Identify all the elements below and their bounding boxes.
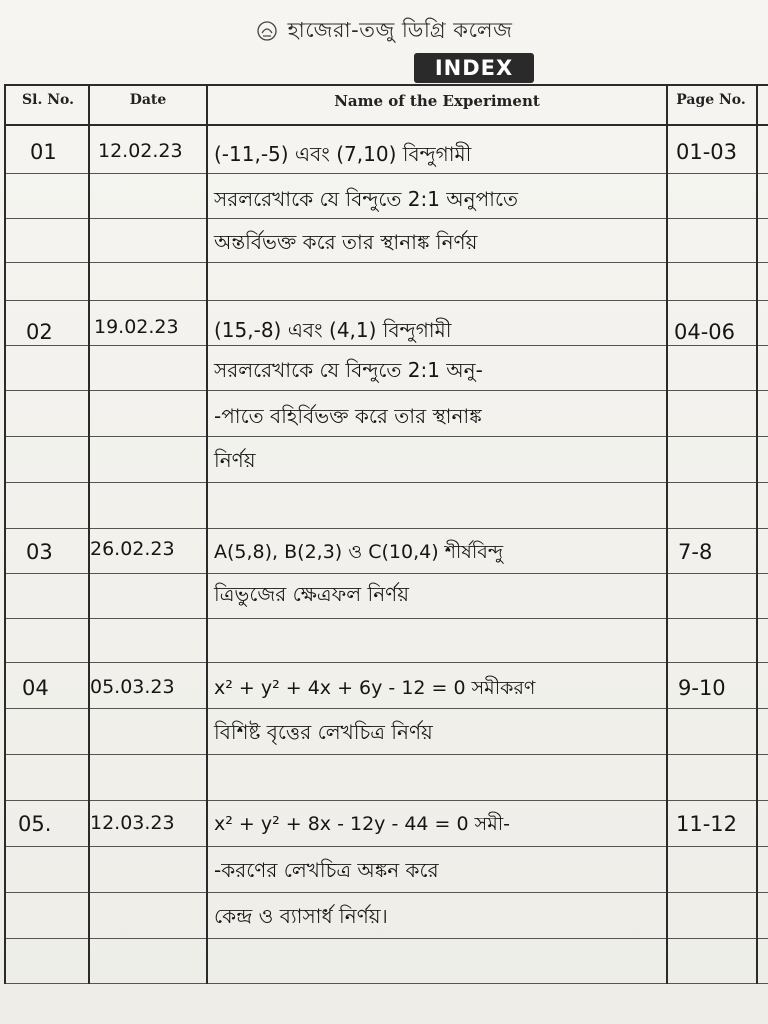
index-title: INDEX — [414, 53, 534, 83]
ruled-line — [4, 618, 768, 619]
serial-number: 02 — [26, 320, 53, 344]
column-divider — [88, 84, 90, 984]
page-range: 7-8 — [678, 540, 713, 564]
column-divider — [756, 84, 758, 984]
serial-number: 05. — [18, 812, 52, 836]
experiment-name-line: (15,-8) এবং (4,1) বিন্দুগামী — [214, 318, 452, 342]
ruled-line — [4, 528, 768, 529]
experiment-name-line: সরলরেখাকে যে বিন্দুতে 2:1 অনু- — [214, 358, 483, 382]
experiment-date: 19.02.23 — [94, 316, 179, 338]
experiment-name-line: বিশিষ্ট বৃত্তের লেখচিত্র নির্ণয় — [214, 720, 433, 744]
experiment-name-line: (-11,-5) এবং (7,10) বিন্দুগামী — [214, 142, 472, 166]
page-range: 04-06 — [674, 320, 736, 344]
column-divider — [666, 84, 668, 984]
ruled-line — [4, 482, 768, 483]
column-divider — [206, 84, 208, 984]
college-crest-icon — [256, 20, 278, 42]
experiment-name-line: সরলরেখাকে যে বিন্দুতে 2:1 অনুপাতে — [214, 187, 518, 211]
serial-number: 04 — [22, 676, 49, 700]
experiment-name-line: -করণের লেখচিত্র অঙ্কন করে — [214, 858, 439, 882]
column-header-experiment-name: Name of the Experiment — [334, 92, 540, 110]
ruled-line — [4, 846, 768, 847]
experiment-name-line: -পাতে বহির্বিভক্ত করে তার স্থানাঙ্ক — [214, 404, 482, 428]
ruled-line — [4, 983, 768, 984]
experiment-date: 12.02.23 — [98, 140, 183, 162]
experiment-date: 05.03.23 — [90, 676, 175, 698]
experiment-name-line: x² + y² + 4x + 6y - 12 = 0 সমীকরণ — [214, 677, 536, 699]
column-header-page-no: Page No. — [676, 92, 746, 108]
ruled-line — [4, 938, 768, 939]
page-range: 9-10 — [678, 676, 726, 700]
ruled-line — [4, 218, 768, 219]
ruled-line — [4, 300, 768, 301]
college-name: হাজেরা-তজু ডিগ্রি কলেজ — [287, 18, 513, 42]
serial-number: 03 — [26, 540, 53, 564]
ruled-line — [4, 436, 768, 437]
college-header — [0, 14, 768, 49]
column-header-sl-no: Sl. No. — [22, 92, 74, 108]
experiment-name-line: কেন্দ্র ও ব্যাসার্ধ নির্ণয়। — [214, 904, 388, 928]
ruled-line — [4, 754, 768, 755]
experiment-name-line: A(5,8), B(2,3) ও C(10,4) শীর্ষবিন্দু — [214, 541, 504, 563]
column-header-date: Date — [129, 92, 167, 108]
page-range: 11-12 — [676, 812, 738, 836]
experiment-date: 12.03.23 — [90, 812, 175, 834]
ruled-line — [4, 662, 768, 663]
ruled-line — [4, 800, 768, 801]
table-top-border — [4, 84, 768, 86]
experiment-name-line: অন্তর্বিভক্ত করে তার স্থানাঙ্ক নির্ণয় — [214, 230, 478, 254]
experiment-name-line: ত্রিভুজের ক্ষেত্রফল নির্ণয় — [214, 582, 410, 606]
ruled-line — [4, 892, 768, 893]
serial-number: 01 — [30, 140, 57, 164]
experiment-name-line: নির্ণয় — [214, 448, 256, 472]
column-divider — [4, 84, 6, 984]
ruled-line — [4, 390, 768, 391]
experiment-date: 26.02.23 — [90, 538, 175, 560]
ruled-line — [4, 262, 768, 263]
ruled-line — [4, 173, 768, 174]
header-bottom-border — [4, 124, 768, 126]
experiment-name-line: x² + y² + 8x - 12y - 44 = 0 সমী- — [214, 813, 511, 835]
page-range: 01-03 — [676, 140, 738, 164]
ruled-line — [4, 573, 768, 574]
ruled-line — [4, 708, 768, 709]
